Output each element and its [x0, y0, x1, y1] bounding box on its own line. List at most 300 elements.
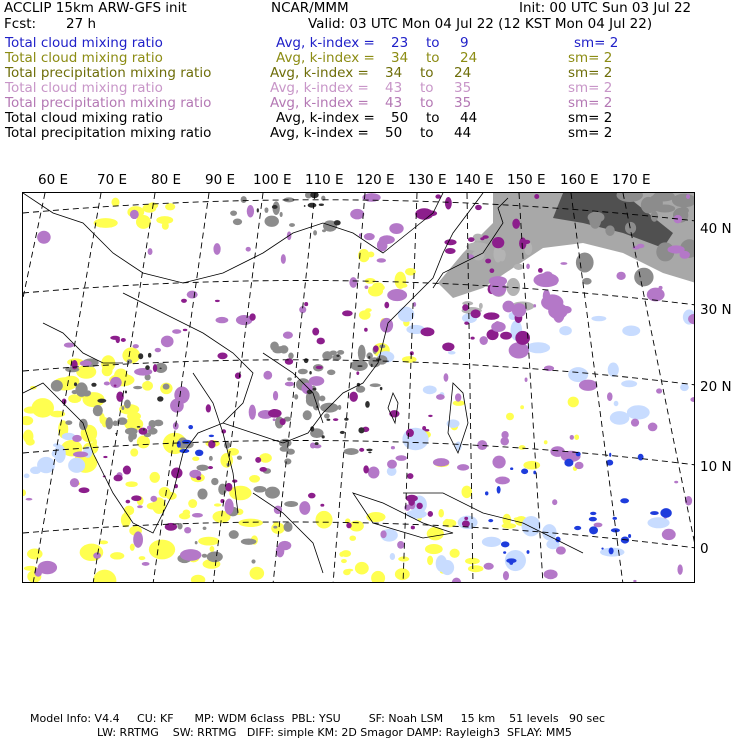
cloud-patch-purple-dark: [428, 415, 432, 417]
cloud-patch-blue: [564, 459, 573, 467]
cloud-patch-blue: [177, 441, 181, 448]
cloud-patch-purple-light: [64, 343, 74, 348]
cloud-core-black: [334, 220, 341, 225]
cloud-patch-gray: [75, 382, 87, 397]
cloud-patch-gray: [298, 369, 308, 375]
cloud-patch-purple-light: [184, 527, 191, 533]
cloud-patch-yellow: [124, 506, 134, 516]
cloud-patch-purple-dark: [196, 476, 201, 480]
cloud-patch-yellow: [519, 445, 526, 450]
cloud-core-black: [160, 367, 162, 369]
cloud-patch-purple-light: [662, 529, 676, 540]
cloud-patch-purple-dark: [208, 466, 213, 469]
cloud-patch-blue: [660, 508, 671, 518]
cloud-patch-purple-light: [273, 418, 276, 421]
model-info-line2: LW: RRTMG SW: RRTMG DIFF: simple KM: 2D Smagor DAMP: Rayleigh3 SFLAY: MM5: [97, 726, 572, 739]
cloud-patch-purple-dark: [464, 321, 469, 324]
cloud-patch-blue: [609, 547, 614, 554]
cloud-core-black: [380, 387, 383, 390]
cloud-patch-purple-light: [281, 254, 286, 264]
cloud-patch-purple-light: [492, 456, 505, 469]
cloud-patch-purple-light: [137, 505, 143, 508]
legend-avg-label: Avg, k-index =: [276, 110, 375, 126]
cloud-patch-yellow: [523, 461, 540, 470]
cloud-patch-blue: [521, 469, 528, 475]
cloud-patch-purple-light: [686, 194, 690, 199]
cloud-patch-gray: [209, 456, 213, 461]
cloud-core-black: [309, 371, 311, 375]
cloud-patch-yellow: [130, 448, 138, 456]
cloud-patch-gray: [356, 386, 365, 393]
cloud-patch-purple-light: [133, 344, 139, 348]
cloud-patch-purple-dark: [483, 312, 499, 319]
cloud-patch-yellow: [192, 457, 199, 462]
cloud-patch-purple-light: [349, 277, 357, 288]
cloud-patch-yellow: [24, 407, 38, 414]
cloud-patch-yellow: [125, 481, 137, 487]
cloud-patch-light-blue: [398, 307, 414, 323]
legend-to-word: to: [426, 110, 440, 126]
cloud-patch-blue: [650, 511, 659, 515]
legend-k-to: 44: [454, 125, 472, 141]
cloud-patch-gray: [272, 347, 283, 353]
legend-k-to: 44: [460, 110, 478, 126]
cloud-patch-blue: [509, 561, 513, 565]
cloud-patch-purple-light: [533, 273, 558, 287]
cloud-patch-purple-light: [187, 291, 198, 299]
cloud-core-black: [368, 452, 371, 454]
legend-k-from: 23: [391, 35, 409, 51]
legend-to-word: to: [420, 95, 434, 111]
cloud-patch-yellow: [399, 283, 407, 287]
cloud-patch-blue: [510, 467, 513, 470]
cloud-patch-gray: [287, 377, 292, 380]
cloud-patch-purple-dark: [384, 302, 389, 309]
cloud-patch-blue: [620, 498, 629, 503]
cloud-core-black: [304, 358, 308, 363]
cloud-patch-purple-light: [155, 348, 161, 352]
cloud-patch-gray: [289, 223, 295, 227]
cloud-patch-purple-light: [480, 336, 488, 345]
cloud-patch-light-blue: [680, 383, 689, 391]
cloud-patch-purple-dark: [464, 517, 468, 520]
cloud-patch-purple-light: [548, 303, 568, 319]
cloud-patch-purple-dark: [217, 353, 227, 360]
cloud-patch-yellow: [110, 552, 124, 559]
cloud-patch-purple-light: [560, 262, 567, 265]
legend-field-name: Total cloud mixing ratio: [5, 50, 163, 66]
legend-avg-label: Avg, k-index =: [270, 125, 369, 141]
cloud-patch-yellow: [259, 453, 272, 463]
cloud-patch-yellow: [355, 562, 369, 575]
cloud-patch-purple-dark: [249, 313, 255, 320]
cloud-patch-gray: [313, 230, 317, 235]
cloud-patch-purple-light: [377, 258, 386, 262]
longitude-label: 80 E: [151, 172, 181, 188]
cloud-patch-gray: [648, 195, 662, 211]
cloud-patch-gray: [370, 383, 381, 387]
longitude-label: 120 E: [356, 172, 395, 188]
cloud-patch-purple-light: [283, 332, 293, 339]
cloud-patch-purple-dark: [512, 219, 520, 229]
cloud-patch-gray: [51, 380, 63, 391]
legend-to-word: to: [420, 65, 434, 81]
legend-avg-label: Avg, k-index =: [276, 50, 375, 66]
cloud-patch-blue: [533, 471, 536, 475]
coastline: [388, 393, 398, 423]
cloud-core-black: [304, 205, 306, 207]
cloud-patch-yellow: [198, 537, 219, 546]
cloud-patch-purple-dark: [445, 197, 452, 209]
cloud-patch-gray: [337, 350, 344, 355]
cloud-core-black: [326, 419, 330, 421]
legend-to-word: to: [420, 125, 434, 141]
latitude-label: 10 N: [700, 459, 732, 475]
map-canvas: [23, 193, 695, 583]
cloud-patch-blue: [527, 550, 530, 554]
cloud-patch-purple-dark: [304, 302, 308, 306]
cloud-patch-purple-light: [263, 371, 272, 380]
cloud-patch-light-blue: [591, 316, 606, 321]
cloud-patch-yellow: [130, 544, 135, 551]
legend-k-to: 24: [460, 50, 478, 66]
legend-to-word: to: [426, 35, 440, 51]
cloud-patch-yellow: [23, 430, 33, 444]
cloud-patch-yellow: [249, 475, 260, 483]
cloud-patch-blue: [589, 526, 598, 534]
cloud-patch-gray: [65, 420, 72, 425]
cloud-patch-blue: [188, 425, 193, 429]
cloud-core-black: [312, 388, 316, 391]
cloud-core-black: [371, 364, 373, 367]
cloud-patch-purple-light: [247, 205, 254, 217]
cloud-patch-light-blue: [406, 510, 426, 519]
cloud-patch-purple-dark: [373, 345, 379, 352]
cloud-patch-purple-light: [364, 233, 375, 240]
cloud-patch-yellow: [506, 413, 514, 421]
legend-field-name: Total cloud mixing ratio: [5, 110, 163, 126]
legend-k-to: 9: [460, 35, 469, 51]
cloud-patch-gray: [196, 465, 208, 471]
cloud-patch-purple-dark: [534, 194, 539, 199]
organization-label: NCAR/MMM: [271, 0, 349, 16]
cloud-core-black: [148, 353, 151, 358]
legend-smoothing: sm= 2: [568, 110, 613, 126]
cloud-patch-purple-dark: [356, 371, 359, 375]
cloud-patch-yellow: [137, 435, 150, 448]
cloud-patch-light-blue: [526, 342, 550, 353]
latitude-gridline: [23, 281, 695, 306]
cloud-patch-gray: [127, 359, 132, 363]
forecast-map: [22, 192, 695, 583]
cloud-patch-gray: [320, 403, 338, 413]
cloud-patch-purple-dark: [225, 483, 232, 492]
cloud-patch-purple-dark: [359, 448, 364, 452]
legend-k-from: 34: [391, 50, 409, 66]
cloud-patch-light-blue: [482, 537, 501, 547]
cloud-patch-gray: [253, 486, 266, 493]
cloud-patch-yellow: [349, 536, 356, 541]
cloud-patch-purple-light: [273, 391, 278, 401]
legend-to-word: to: [420, 80, 434, 96]
cloud-patch-gray: [264, 207, 268, 213]
cloud-patch-purple-light: [397, 541, 404, 549]
cloud-patch-purple-light: [285, 382, 295, 387]
cloud-patch-gray: [237, 456, 242, 460]
cloud-patch-gray: [338, 405, 342, 410]
cloud-patch-purple-light: [647, 288, 665, 302]
cloud-patch-light-blue: [522, 516, 541, 536]
cloud-patch-yellow: [76, 365, 96, 379]
cloud-patch-purple-dark: [215, 300, 220, 302]
cloud-patch-purple-light: [147, 426, 151, 430]
cloud-patch-yellow: [149, 540, 175, 560]
cloud-patch-blue: [497, 486, 501, 494]
cloud-patch-gray: [251, 559, 255, 563]
cloud-patch-purple-light: [509, 342, 529, 358]
cloud-patch-blue: [574, 526, 581, 530]
latitude-label: 30 N: [700, 302, 732, 318]
cloud-patch-purple-light: [224, 499, 233, 515]
cloud-patch-purple-dark: [411, 526, 415, 530]
cloud-patch-gray: [679, 207, 689, 214]
cloud-patch-yellow: [147, 503, 159, 510]
cloud-patch-gray: [479, 303, 483, 309]
cloud-patch-yellow: [150, 472, 160, 483]
cloud-patch-purple-light: [656, 388, 662, 393]
cloud-patch-purple-light: [690, 397, 695, 402]
cloud-patch-purple-light: [452, 578, 462, 583]
cloud-patch-yellow: [23, 489, 26, 496]
cloud-patch-purple-light: [674, 481, 678, 484]
cloud-patch-light-blue: [30, 467, 41, 475]
cloud-patch-yellow: [250, 567, 265, 580]
cloud-patch-light-blue: [24, 474, 30, 479]
cloud-patch-yellow: [139, 556, 146, 560]
cloud-patch-purple-dark: [126, 500, 131, 504]
cloud-patch-purple-light: [395, 455, 407, 461]
cloud-patch-purple-light: [544, 569, 558, 579]
cloud-patch-yellow: [371, 571, 385, 583]
cloud-patch-purple-light: [552, 499, 557, 505]
cloud-patch-purple-dark: [312, 328, 319, 336]
cloud-patch-gray: [344, 448, 359, 455]
cloud-patch-purple-light: [213, 243, 220, 255]
cloud-patch-purple-dark: [72, 360, 78, 370]
cloud-patch-gray: [124, 400, 131, 409]
cloud-patch-yellow: [99, 540, 108, 544]
cloud-patch-purple-light: [579, 380, 597, 391]
cloud-patch-purple-dark: [116, 392, 123, 402]
cloud-patch-purple-light: [389, 223, 403, 234]
cloud-patch-purple-light: [180, 549, 201, 561]
cloud-patch-purple-dark: [492, 237, 504, 248]
cloud-patch-purple-dark: [316, 366, 323, 369]
longitude-label: 130 E: [408, 172, 447, 188]
map-title: ACCLIP 15km ARW-GFS init: [4, 0, 187, 16]
cloud-patch-purple-light: [436, 394, 445, 400]
cloud-patch-purple-light: [73, 451, 88, 457]
cloud-patch-gray: [133, 386, 142, 389]
cloud-core-black: [138, 353, 143, 359]
legend-avg-label: Avg, k-index =: [270, 80, 369, 96]
cloud-core-black: [315, 442, 319, 445]
cloud-patch-light-blue: [402, 428, 428, 451]
cloud-patch-yellow: [520, 405, 524, 409]
cloud-patch-yellow: [102, 219, 107, 225]
cloud-patch-purple-light: [174, 386, 189, 403]
cloud-patch-gray: [230, 210, 237, 215]
cloud-patch-purple-light: [161, 336, 174, 348]
cloud-patch-purple-dark: [110, 336, 120, 340]
cloud-patch-gray: [324, 413, 330, 418]
cloud-patch-gray: [330, 350, 337, 355]
cloud-patch-purple-light: [495, 477, 510, 485]
cloud-patch-purple-light: [575, 462, 584, 469]
legend-k-from: 43: [385, 80, 403, 96]
legend-field-name: Total precipitation mixing ratio: [5, 65, 212, 81]
cloud-patch-gray: [284, 501, 298, 507]
cloud-patch-purple-light: [72, 435, 82, 442]
cloud-patch-purple-light: [659, 286, 663, 290]
cloud-patch-purple-dark: [445, 248, 456, 254]
cloud-patch-gray: [514, 264, 524, 270]
cloud-patch-yellow: [341, 550, 351, 557]
cloud-core-black: [74, 382, 77, 386]
cloud-patch-gray: [582, 278, 591, 285]
cloud-patch-purple-light: [477, 440, 487, 450]
cloud-core-black: [157, 396, 163, 401]
cloud-patch-yellow: [101, 355, 115, 371]
valid-time: Valid: 03 UTC Mon 04 Jul 22 (12 KST Mon 04 Jul 22): [308, 16, 653, 32]
cloud-patch-purple-dark: [415, 208, 433, 220]
cloud-patch-light-blue: [622, 326, 640, 337]
cloud-patch-purple-dark: [255, 457, 261, 463]
cloud-patch-light-blue: [390, 553, 395, 560]
cloud-patch-yellow: [502, 523, 517, 529]
cloud-patch-gray: [195, 541, 198, 544]
cloud-patch-purple-dark: [420, 327, 434, 336]
longitude-label: 140 E: [455, 172, 494, 188]
longitude-label: 90 E: [205, 172, 235, 188]
cloud-patch-yellow: [514, 517, 522, 520]
cloud-patch-purple-light: [299, 501, 310, 515]
cloud-patch-yellow: [544, 440, 548, 444]
cloud-patch-purple-dark: [268, 409, 282, 418]
cloud-patch-purple-dark: [519, 237, 526, 249]
cloud-patch-purple-light: [667, 245, 684, 253]
cloud-patch-light-blue: [423, 385, 437, 394]
cloud-patch-purple-dark: [444, 239, 456, 245]
cloud-patch-purple-light: [104, 382, 110, 386]
cloud-patch-purple-dark: [114, 384, 117, 386]
cloud-patch-blue: [501, 541, 510, 547]
cloud-patch-purple-dark: [259, 467, 267, 472]
cloud-patch-purple-light: [93, 552, 101, 558]
cloud-patch-gray: [106, 417, 114, 429]
cloud-patch-purple-dark: [103, 456, 107, 458]
cloud-patch-gray: [207, 551, 223, 562]
latitude-label: 20 N: [700, 379, 732, 395]
cloud-core-black: [368, 356, 370, 359]
cloud-patch-yellow: [23, 416, 33, 425]
cloud-patch-purple-light: [648, 423, 658, 432]
cloud-patch-yellow: [111, 198, 119, 207]
cloud-patch-purple-light: [484, 563, 494, 570]
legend-smoothing: sm= 2: [568, 50, 613, 66]
cloud-patch-blue: [589, 517, 597, 522]
cloud-patch-gray: [203, 527, 207, 530]
cloud-patch-gray: [93, 405, 103, 416]
init-time: Init: 00 UTC Sun 03 Jul 22: [519, 0, 692, 16]
legend-avg-label: Avg, k-index =: [276, 35, 375, 51]
cloud-patch-light-blue: [614, 401, 619, 406]
cloud-patch-yellow: [227, 448, 239, 456]
cloud-patch-purple-light: [38, 561, 57, 574]
cloud-patch-yellow: [191, 575, 205, 583]
legend-avg-label: Avg, k-index =: [270, 65, 369, 81]
cloud-core-black: [137, 426, 141, 428]
cloud-patch-yellow: [165, 203, 175, 210]
cloud-patch-purple-dark: [468, 237, 475, 242]
cloud-patch-gray: [605, 225, 614, 236]
cloud-patch-purple-light: [148, 248, 153, 255]
cloud-patch-purple-light: [216, 317, 229, 323]
cloud-patch-gray: [241, 196, 247, 203]
cloud-patch-purple-light: [433, 458, 449, 466]
cloud-patch-light-blue: [448, 351, 456, 354]
cloud-patch-blue: [638, 454, 644, 461]
cloud-patch-light-blue: [72, 459, 81, 466]
legend-field-name: Total cloud mixing ratio: [5, 35, 163, 51]
cloud-core-black: [143, 428, 145, 430]
cloud-patch-gray: [229, 530, 239, 539]
cloud-patch-purple-light: [633, 580, 636, 582]
cloud-patch-gray: [242, 539, 247, 544]
cloud-patch-light-blue: [647, 517, 669, 528]
cloud-patch-light-blue: [53, 443, 60, 447]
cloud-core-black: [365, 401, 370, 408]
cloud-patch-purple-dark: [139, 428, 148, 435]
cloud-patch-purple-light: [455, 393, 461, 401]
cloud-patch-gray: [163, 384, 170, 390]
cloud-patch-gray: [265, 487, 280, 499]
cloud-patch-gray: [327, 369, 335, 375]
cloud-patch-purple-dark: [364, 328, 368, 332]
cloud-patch-blue: [612, 517, 617, 520]
cloud-patch-gray: [303, 410, 312, 420]
cloud-patch-purple-light: [37, 231, 51, 244]
cloud-patch-yellow: [93, 570, 116, 583]
cloud-patch-purple-light: [134, 368, 152, 376]
cloud-patch-purple-light: [616, 272, 625, 280]
longitude-label: 100 E: [253, 172, 292, 188]
cloud-patch-gray: [202, 554, 207, 558]
cloud-patch-purple-light: [387, 289, 407, 301]
legend-smoothing: sm= 2: [568, 80, 613, 96]
cloud-patch-yellow: [210, 546, 215, 552]
cloud-patch-yellow: [316, 511, 333, 529]
cloud-patch-purple-dark: [79, 487, 90, 493]
cloud-patch-purple-dark: [232, 479, 237, 482]
legend-avg-label: Avg, k-index =: [270, 95, 369, 111]
cloud-core-black: [145, 365, 150, 370]
cloud-patch-yellow: [27, 549, 43, 560]
longitude-label: 110 E: [305, 172, 344, 188]
cloud-patch-yellow: [425, 544, 443, 554]
latitude-gridline: [23, 441, 695, 466]
cloud-patch-yellow: [238, 519, 262, 527]
